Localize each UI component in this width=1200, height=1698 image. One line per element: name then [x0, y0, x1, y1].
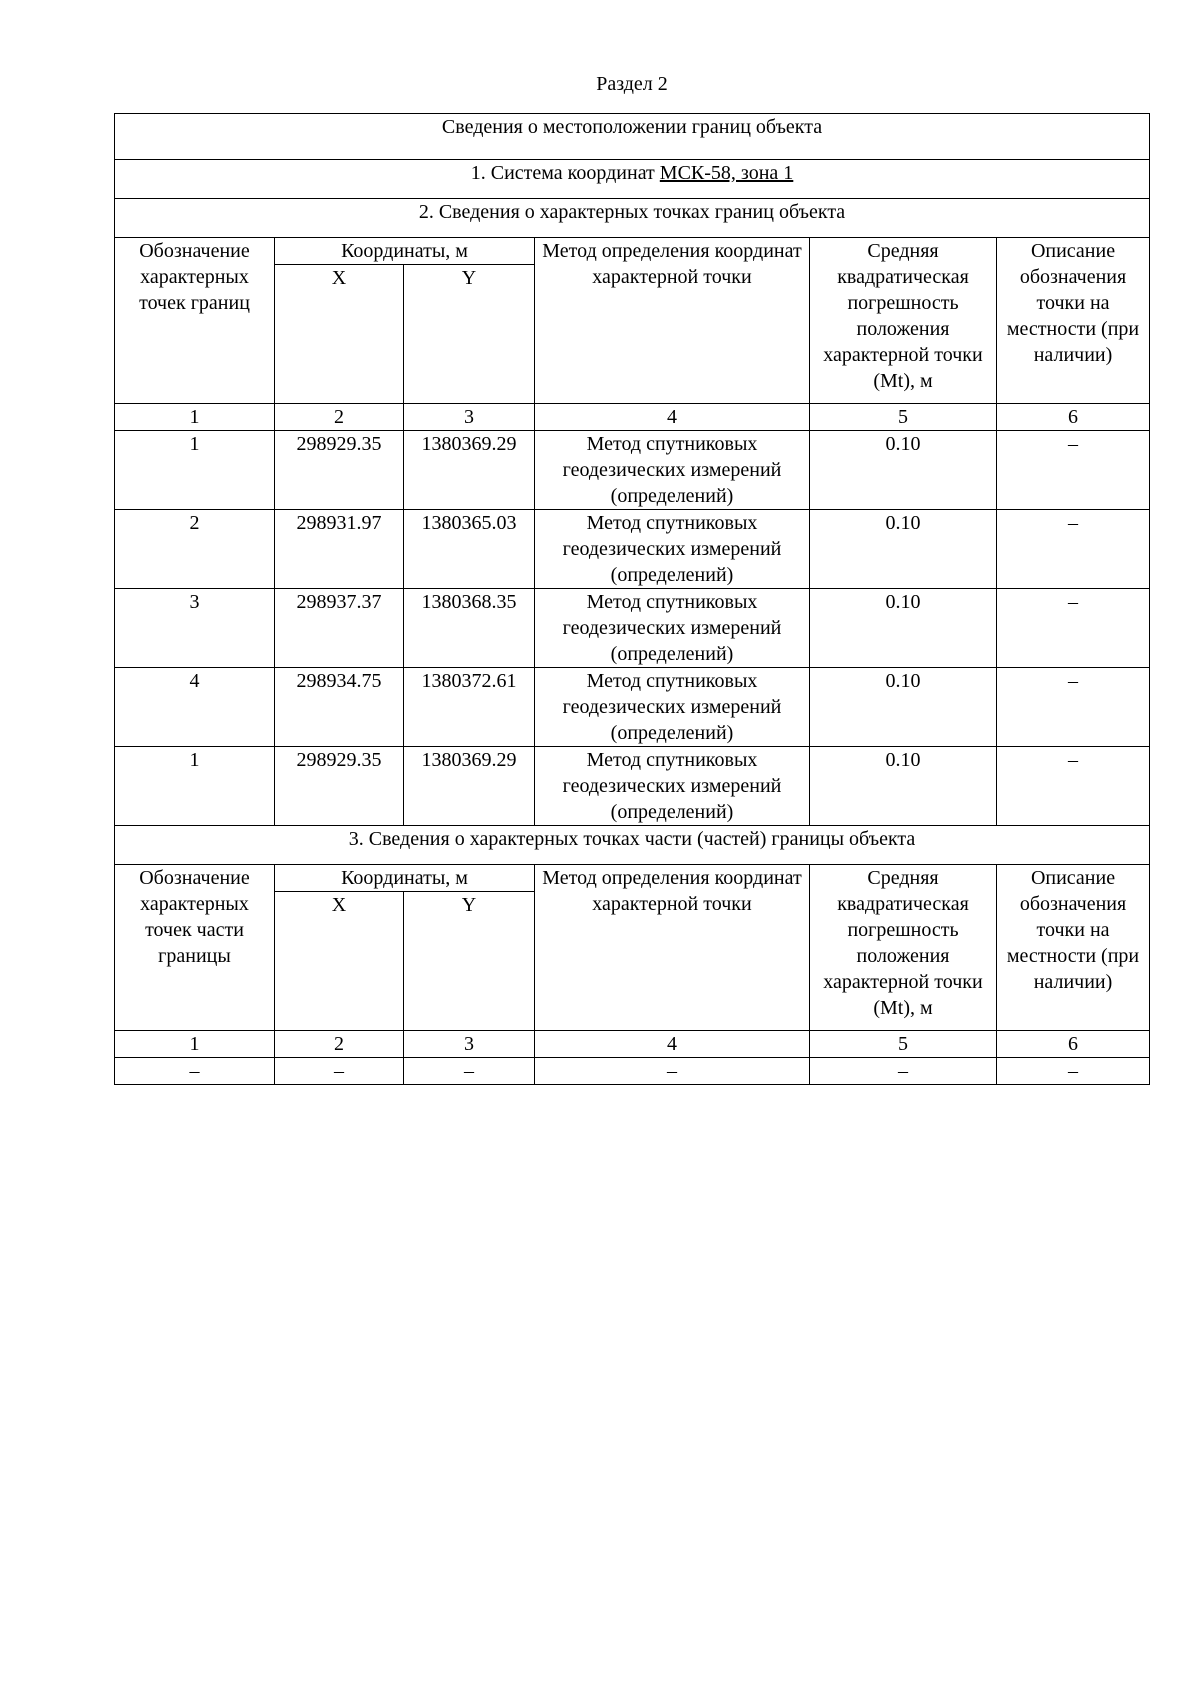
coord-system-row: [115, 160, 1150, 199]
point-error: 0.10: [810, 747, 997, 826]
empty-cell: –: [535, 1058, 810, 1085]
table-row: [115, 510, 1150, 589]
point-description: –: [997, 510, 1150, 589]
part3-title: 3. Сведения о характерных точках части (частей) границы объекта: [115, 826, 1150, 865]
empty-cell: –: [275, 1058, 404, 1085]
table-row: [115, 747, 1150, 826]
point-x: 298929.35: [275, 431, 404, 510]
point-id: 3: [115, 589, 275, 668]
boundary-table: [114, 113, 1150, 1085]
header-error: [810, 238, 997, 404]
header-x: X: [275, 265, 404, 404]
point-id: 1: [115, 431, 275, 510]
point-id: 4: [115, 668, 275, 747]
header-y: Y: [404, 265, 535, 404]
column-number: 4: [535, 1031, 810, 1058]
point-description: –: [997, 747, 1150, 826]
column-number: 3: [404, 1031, 535, 1058]
point-error: 0.10: [810, 668, 997, 747]
part2-title: 2. Сведения о характерных точках границ объекта: [115, 199, 1150, 238]
empty-cell: –: [115, 1058, 275, 1085]
table-row: [115, 589, 1150, 668]
empty-cell: –: [810, 1058, 997, 1085]
table-title: Сведения о местоположении границ объекта: [115, 114, 1150, 160]
point-method: Метод спутниковых геодезических измерений (определений): [535, 747, 810, 826]
coord-system-value: МСК-58, зона 1: [659, 162, 794, 184]
point-x: 298934.75: [275, 668, 404, 747]
column-number: 2: [275, 1031, 404, 1058]
empty-cell: –: [997, 1058, 1150, 1085]
header-error-text: Средняя квадратическая погрешность положения характерной точки (Мt), м: [823, 240, 983, 392]
section-label: Раздел 2: [596, 73, 668, 95]
column-number: 1: [115, 1031, 275, 1058]
column-number: 5: [810, 404, 997, 431]
header-coordinates: Координаты, м: [275, 238, 535, 265]
point-description: –: [997, 431, 1150, 510]
header-description: Описание обозначения точки на местности (при наличии): [997, 865, 1150, 1031]
point-error: 0.10: [810, 510, 997, 589]
header-error: Средняя квадратическая погрешность положения характерной точки (Мt), м: [810, 865, 997, 1031]
column-number: 1: [115, 404, 275, 431]
point-x: 298929.35: [275, 747, 404, 826]
header-point-designation: Обозначение характерных точек границ: [115, 238, 275, 404]
point-method: Метод спутниковых геодезических измерений (определений): [535, 668, 810, 747]
header-coordinates: Координаты, м: [275, 865, 535, 892]
column-number: 4: [535, 404, 810, 431]
point-method: Метод спутниковых геодезических измерений (определений): [535, 431, 810, 510]
column-number: 3: [404, 404, 535, 431]
header-part-designation: Обозначение характерных точек части границы: [115, 865, 275, 1031]
header-method: Метод определения координат характерной точки: [535, 238, 810, 404]
column-number: 5: [810, 1031, 997, 1058]
point-error: 0.10: [810, 589, 997, 668]
point-description: –: [997, 668, 1150, 747]
point-method: Метод спутниковых геодезических измерений (определений): [535, 589, 810, 668]
point-error: 0.10: [810, 431, 997, 510]
empty-cell: –: [404, 1058, 535, 1085]
point-description: –: [997, 589, 1150, 668]
column-number: 6: [997, 404, 1150, 431]
point-method: Метод спутниковых геодезических измерений (определений): [535, 510, 810, 589]
point-y: 1380368.35: [404, 589, 535, 668]
column-number: 2: [275, 404, 404, 431]
point-id: 1: [115, 747, 275, 826]
table-row: [115, 668, 1150, 747]
header-method: Метод определения координат характерной точки: [535, 865, 810, 1031]
coord-system-prefix: 1. Система координат: [470, 162, 660, 184]
point-y: 1380369.29: [404, 431, 535, 510]
point-y: 1380369.29: [404, 747, 535, 826]
point-y: 1380372.61: [404, 668, 535, 747]
header-y: Y: [404, 892, 535, 1031]
point-id: 2: [115, 510, 275, 589]
table-row: [115, 431, 1150, 510]
point-x: 298931.97: [275, 510, 404, 589]
point-y: 1380365.03: [404, 510, 535, 589]
table-row: [115, 1058, 1150, 1085]
header-x: X: [275, 892, 404, 1031]
point-x: 298937.37: [275, 589, 404, 668]
column-number: 6: [997, 1031, 1150, 1058]
header-description: Описание обозначения точки на местности (при наличии): [997, 238, 1150, 404]
